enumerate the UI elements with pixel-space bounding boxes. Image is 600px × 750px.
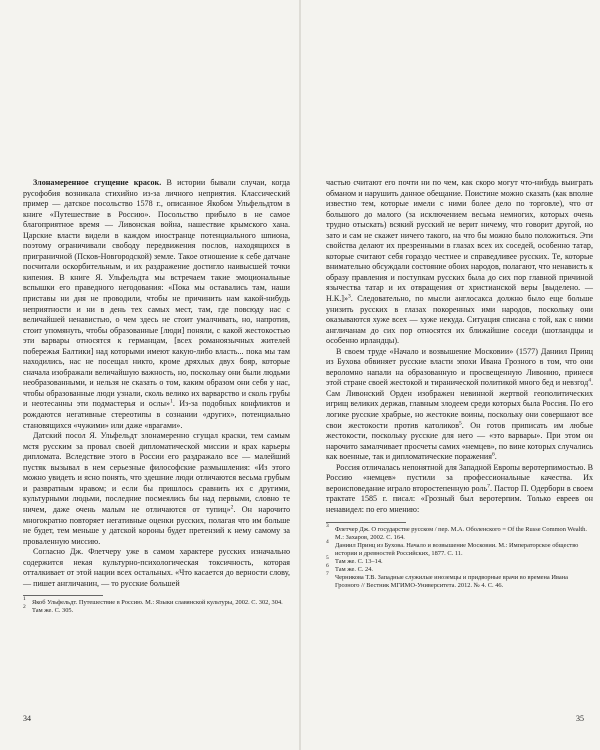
right-body-text bbox=[326, 178, 593, 516]
paragraph-text: . Пастор П. Одерборн в своем трактате 1585 г. писал: «Грозный был веротерпим. Только евреев он ненавидел: по его мнению: bbox=[326, 483, 593, 514]
paragraph-text: Датский посол Я. Ульфельдт злонамеренно сгущал краски, тем самым мстя русским за провал своей дипломатической миссии и крах карьеры дипломата. Вследствие этого в России его раздражало все — малейший пустяк вызывал в нем серьезные философские размышления: «Из этого можно увидеть и ясно понять, что здешние люди отличаются весьма грубым и развратным нравом; и если бы пришлось сравнить их с другими, культурными людьми, последние посмеялись бы над первыми, словно те ничем, даже очень малым не отличаются от тупиц» bbox=[23, 431, 290, 514]
footnote bbox=[326, 522, 593, 542]
footnote-text: Там же. С. 13–14. bbox=[335, 557, 383, 565]
paragraph bbox=[23, 178, 290, 431]
footnote-number: 6 bbox=[326, 562, 329, 569]
footnote-ref: 7 bbox=[487, 483, 490, 490]
paragraph-text: . Следовательно, по мысли англосакса должно было еще больше унизить русских в глазах покоренных ими народов, поскольку они оказываются хуже всех — хуже некуда. Ситуация списана с той, как с ними англичанам до сих пор относятся их ближайшие соседи (шотландцы и особенно ирландцы). bbox=[326, 294, 593, 346]
footnote-text: Там же. С. 24. bbox=[335, 565, 374, 573]
footnote bbox=[326, 538, 593, 558]
footnote bbox=[23, 596, 290, 607]
footnote bbox=[23, 604, 290, 615]
paragraph bbox=[326, 463, 593, 516]
paragraph-text: . Он нарочито многократно повторяет негативные оценки русских, полагая что им больше не будет, тем меньше у датской короны будет претензий к нему самому за проваленную миссию. bbox=[23, 504, 290, 546]
paragraph-text: . Из-за подобных конфликтов и рождаются негативные стереотипы в сознании «других», потенциально становящихся «чужими» или даже «врагами». bbox=[23, 399, 290, 430]
paragraph-text: Согласно Дж. Флетчеру уже в самом характере русских изначально содержится некая культурно-психологическая токсичность, которая отталкивает от этой нации всех остальных. «Что касается до верности слову, — пишет англичанин, — то русские большей bbox=[23, 547, 290, 588]
book-gutter bbox=[299, 0, 301, 750]
footnote-number: 5 bbox=[326, 554, 329, 561]
footnotes-right bbox=[326, 522, 593, 590]
footnote-text: Даниил Принц из Бухова. Начало и возвышение Московии. М.: Императорское общество истории и древностей Российских, 1877. С. 11. bbox=[335, 541, 579, 557]
paragraph-text: В истории бывали случаи, когда русофобия возникала стихийно из-за личного неприятия. Классический пример — датское посольство 1578 г., описанное Якобом Ульфельдтом в книге «Путешествие в Россию». Посольство прибыло в не самое благоприятное время — Ливонская война, нашествие крымского хана. Царские власти видели в каждом иностранце потенциального шпиона, поэтому ограничивали свободу передвижения послов, находящихся в приграничной (Псков-Новгородской) земле. Такое отношение к себе датчане посчитали оскорбительным, и их раздражение достигло наивысшей точки кипения. В книге Я. Ульфельдта мы встречаем такие эмоциональные вспышки его праведного негодования: «Пока мы оставались там, наши приставы ни дня не проводили, чтобы не причинить нам какой-нибудь неприятности и ни в день тех самых мест, там, где повсюду нас с величайшей ненавистью, о чем здесь не стоит умалчивать, но, напротив, стоит упомянуть, чтобы образованные [люди] поняли, с какой жестокостью эти варвары относятся к германцам, [всех романоязычных жителей побережья Балтики] над которыми имеют какую-либо власть... пока мы там находились, нас не посещал никто, кроме дряхлых двух бояр, которые сначала изображали величайшую важность, но, поскольку они были людьми необразованными, и нельзя не сказать о том, каким образом они себя у нас, чтобы образованные люди узнали, сколь велико их варварство и сколь грубы и неотесанны эти подмастерья и ослы» bbox=[23, 178, 290, 409]
page-number-right: 35 bbox=[576, 714, 584, 723]
paragraph bbox=[23, 547, 290, 589]
footnote-number: 7 bbox=[326, 570, 329, 577]
footnote bbox=[326, 570, 593, 590]
paragraph bbox=[326, 178, 593, 347]
page-number-left: 34 bbox=[23, 714, 31, 723]
footnote-ref: 4 bbox=[588, 377, 591, 384]
paragraph bbox=[326, 347, 593, 463]
footnote-text: Флетчер Дж. О государстве русском / пер. М.А. Оболенского = Of the Russe Common Wealth. М.: Захаров, 2002. С. 164. bbox=[335, 525, 587, 541]
footnote-number: 4 bbox=[326, 538, 329, 545]
paragraph-text: Россия отличалась непонятной для Западной Европы веротерпимостью. В Россию «немцев» пустили за профессиональные качества. Их вероисповедание играло второстепенную роль bbox=[326, 462, 593, 493]
footnote-ref: 1 bbox=[170, 398, 173, 405]
footnote-ref: 5 bbox=[459, 419, 462, 426]
left-body-text bbox=[23, 178, 290, 589]
footnote-text: Черникова Т.В. Западные служилые иноземцы и придворные врачи во времена Ивана Грозного // Вестник МГИМО-Университета. 2012. № 4. С. 46. bbox=[335, 573, 568, 589]
paragraph-text: . Сам Ливонский Орден изображен невинной жертвой геополитических игрищ великих держав, главным злодеем среди которых была Россия. По его логике русские храбрые, но жестокие воины, поскольку они совершают все свои жестокости против католиков bbox=[326, 378, 593, 430]
footnote-rule bbox=[326, 522, 406, 523]
footnotes-left bbox=[23, 596, 290, 615]
paragraph bbox=[23, 431, 290, 547]
left-page bbox=[23, 178, 290, 615]
footnote-number: 3 bbox=[326, 522, 329, 529]
footnote bbox=[326, 554, 593, 566]
paragraph-text: частью считают его почти ни по чем, как скоро могут что-нибудь выиграть обманом и нарушить данное обещание. Поистине можно сказать (как вполне известно тем, которые имели с ними более дело по торговле), что от большого до малого (за исключением весьма немногих, которых очень трудно отыскать) всякий русский не верит ничему, что говорит другой, но зато и сам не скажет ничего такого, на что бы можно было положиться. Эти свойства делают их презренными в глазах всех их соседей, особенно татар, которые считают себя гораздо честнее и справедливее русских. Те, которые внимательно обсуждали состояние обоих народов, полагают, что ненависть к образу правления и поступкам русских была до сих пор главной причиной язычества татар и их отвращения от христианской веры [выделено. — Н.К.]» bbox=[326, 178, 593, 304]
footnote-ref: 2 bbox=[230, 504, 234, 511]
paragraph-text: . Он готов приписать им любые жестокости, поскольку русские для него — «это варвары». При этом он нарочито замалчивает просчеты самих «немцев», по вине которых случались как военные, так и дипломатические поражения bbox=[326, 420, 593, 462]
paragraph-text: . bbox=[494, 452, 497, 462]
right-page bbox=[326, 178, 593, 590]
footnote bbox=[326, 562, 593, 574]
footnote-text: Якоб Ульфельдт. Путешествие в Россию. М.: Языки славянской культуры, 2002. С. 302, 304. bbox=[32, 599, 283, 607]
footnote-ref: 3 bbox=[348, 293, 351, 300]
section-heading: Злонамеренное сгущение красок. bbox=[33, 178, 162, 187]
paragraph-text: В своем труде «Начало и возвышение Московии» (1577) Даниил Принц из Бухова обвиняет русские власти эпохи Ивана Грозного в том, что они вероломно напали на образованную и просвещенную Ливонию, принеся этой стране своей жестокой и тиранической политикой много бед и невзгод bbox=[326, 346, 593, 388]
footnote-ref: 6 bbox=[492, 451, 495, 458]
footnote-text: Там же. С. 305. bbox=[32, 607, 74, 615]
footnote-rule bbox=[23, 595, 103, 596]
footnote-number: 1 bbox=[23, 596, 26, 603]
footnote-number: 2 bbox=[23, 604, 26, 611]
